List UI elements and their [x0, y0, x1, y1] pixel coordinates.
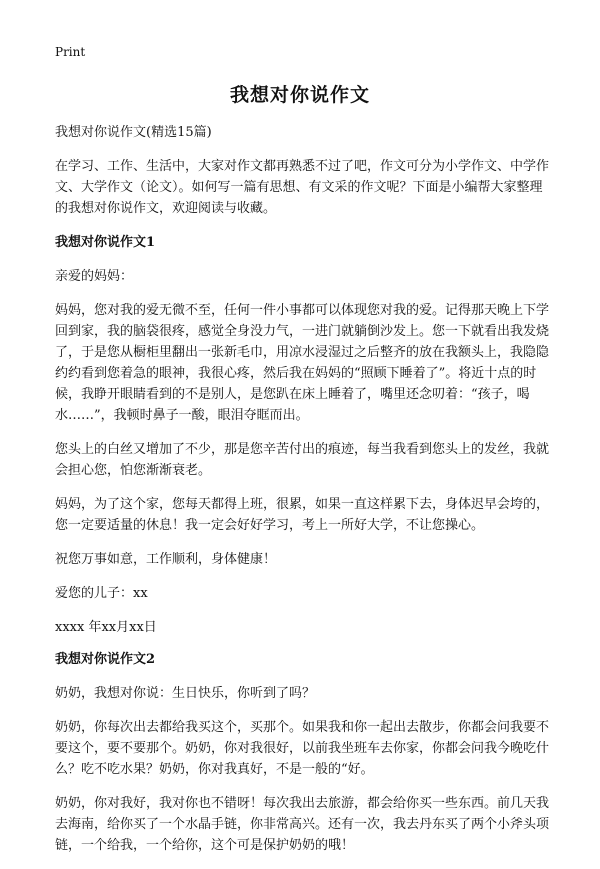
date-line: xxxx 年xx月xx日 [55, 620, 157, 635]
paragraph: 奶奶，你每次出去都给我买这个，买那个。如果我和你一起出去散步，你都会问我要不要这个，要不要那个。奶奶，你对我很好，以前我坐班车去你家，你都会问我今晚吃什么？吃不吃水果？奶奶，你对我真好，不是一般的“好。 [55, 720, 550, 777]
paragraph: 妈妈，为了这个家，您每天都得上班，很累，如果一直这样累下去，身体迟早会垮的，您一定要适量的休息！我一定会好好学习，考上一所好大学，不让您操心。 [55, 497, 550, 533]
section-heading-2: 我想对你说作文2 [55, 652, 156, 667]
page-title: 我想对你说作文 [229, 84, 370, 106]
paragraph: 奶奶，我想对你说：生日快乐，你听到了吗？ [55, 686, 316, 701]
paragraph: 亲爱的妈妈： [55, 269, 134, 284]
paragraph: 祝您万事如意，工作顺利，身体健康！ [55, 552, 277, 567]
paragraph: 妈妈，您对我的爱无微不至，任何一件小事都可以体现您对我的爱。记得那天晚上下学回到家，我的脑袋很疼，感觉全身没力气，一进门就躺倒沙发上。您一下就看出我发烧了，于是您从橱柜里翻出一张新毛巾，用凉水浸湿过之后整齐的放在我额头上，我隐隐约约看到您着急的眼神，我很心疼，然后我在妈妈的“照顾下睡着了”。将近十点的时候，我睁开眼睛看到的不是别人，是您趴在床上睡着了，嘴里还念叨着：“孩子，喝水……”，我顿时鼻子一酸，眼泪夺眶而出。 [55, 303, 550, 423]
signature: 爱您的儿子：xx [55, 586, 148, 601]
paragraph: 您头上的白丝又增加了不少，那是您辛苦付出的痕迹，每当我看到您头上的发丝，我就会担心您，怕您渐渐衰老。 [55, 442, 550, 478]
intro-paragraph: 在学习、工作、生活中，大家对作文都再熟悉不过了吧，作文可分为小学作文、中学作文、大学作文（论文）。如何写一篇有思想、有文采的作文呢？下面是小编帮大家整理的我想对你说作文，欢迎阅读与收藏。 [55, 159, 550, 216]
subtitle: 我想对你说作文(精选15篇) [55, 125, 212, 140]
paragraph: 奶奶，你对我好，我对你也不错呀！每次我出去旅游，都会给你买一些东西。前几天我去海南，给你买了一个水晶手链，你非常高兴。还有一次，我去丹东买了两个小斧头项链，一个给我，一个给你，这个可是保护奶奶的哦！ [55, 796, 550, 853]
section-heading-1: 我想对你说作文1 [55, 235, 156, 250]
article-body [55, 122, 555, 869]
print-link[interactable]: Print [55, 45, 86, 59]
